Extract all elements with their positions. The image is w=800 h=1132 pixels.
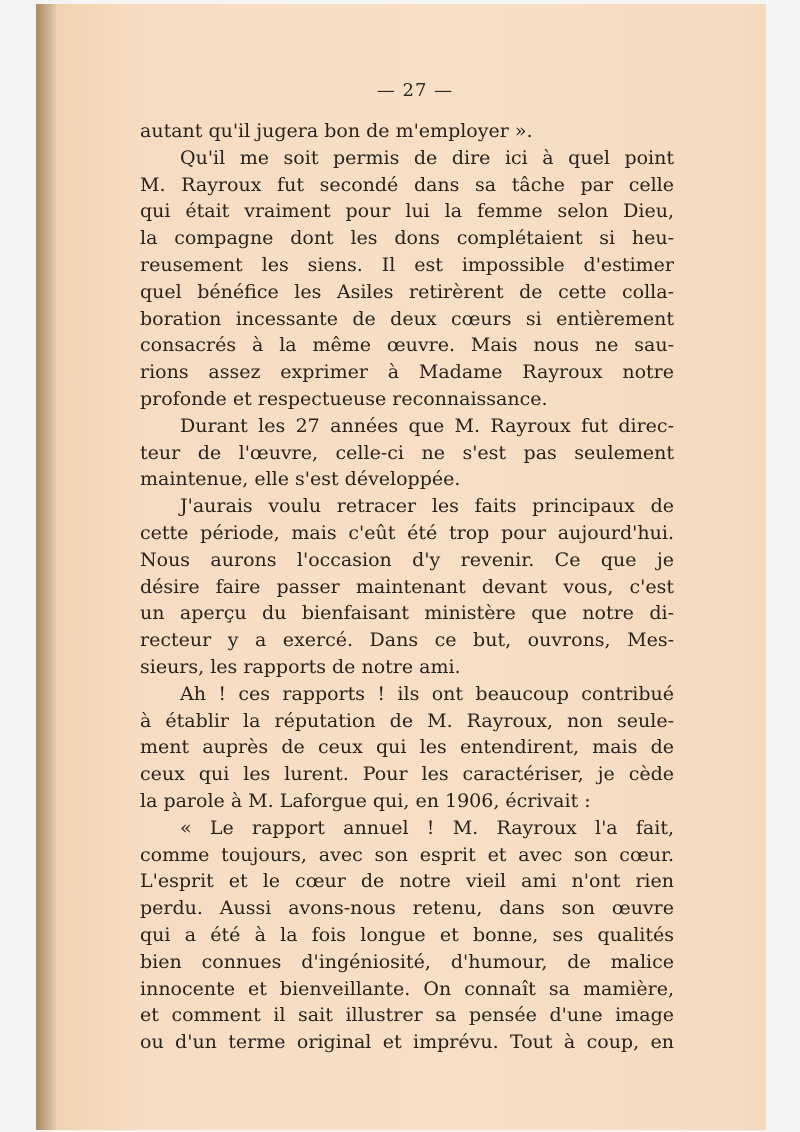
text-line: L'esprit et le cœur de notre vieil ami n'ont rien [140, 870, 674, 893]
text-line: autant qu'il jugera bon de m'employer ». [140, 120, 533, 142]
text-line: recteur y a exercé. Dans ce but, ouvrons, Mes- [140, 629, 674, 652]
text-line: ceux qui les lurent. Pour les caractériser, je cède [140, 763, 674, 786]
book-spine [36, 4, 58, 1130]
text-line: désire faire passer maintenant devant vous, c'est [140, 575, 674, 598]
text-line: ou d'un terme original et imprévu. Tout à coup, en [140, 1031, 674, 1054]
text-line: Nous aurons l'occasion d'y revenir. Ce que je [140, 548, 674, 571]
text-line: à établir la réputation de M. Rayroux, non seule- [140, 709, 674, 732]
text-line: boration incessante de deux cœurs si entièrement [140, 307, 674, 330]
text-line: la parole à M. Laforgue qui, en 1906, écrivait : [140, 789, 591, 812]
text-line: sieurs, les rapports de notre ami. [140, 655, 461, 678]
text-line: J'aurais voulu retracer les faits principaux de [180, 495, 674, 518]
text-line: teur de l'œuvre, celle-ci ne s'est pas seulement [140, 441, 674, 464]
body-text [140, 118, 674, 1056]
text-line: consacrés à la même œuvre. Mais nous ne sau- [140, 334, 674, 357]
text-line: profonde et respectueuse reconnaissance. [140, 387, 548, 410]
text-line: perdu. Aussi avons-nous retenu, dans son œuvre [140, 897, 674, 920]
text-line: la compagne dont les dons complétaient si heu- [140, 227, 674, 250]
text-line: reusement les siens. Il est impossible d'estimer [140, 253, 674, 276]
text-line: « Le rapport annuel ! M. Rayroux l'a fait, [180, 816, 674, 839]
text-line: et comment il sait illustrer sa pensée d'une image [140, 1004, 674, 1027]
text-line: innocente et bienveillante. On connaît sa mamière, [140, 977, 674, 1000]
text-line: cette période, mais c'eût été trop pour aujourd'hui. [140, 521, 674, 544]
text-line: maintenue, elle s'est développée. [140, 468, 461, 491]
text-line: Ah ! ces rapports ! ils ont beaucoup contribué [180, 682, 674, 705]
text-line: un aperçu du bienfaisant ministère que notre di- [140, 602, 674, 625]
text-line: comme toujours, avec son esprit et avec son cœur. [140, 843, 674, 866]
text-line: quel bénéfice les Asiles retirèrent de cette colla- [140, 280, 674, 303]
page-right-margin [766, 4, 800, 1130]
text-line: M. Rayroux fut secondé dans sa tâche par celle [140, 173, 674, 196]
text-line: ment auprès de ceux qui les entendirent, mais de [140, 736, 674, 759]
page-number: — 27 — [376, 80, 454, 101]
text-line: qui a été à la fois longue et bonne, ses qualités [140, 923, 674, 946]
text-line: bien connues d'ingéniosité, d'humour, de malice [140, 950, 674, 973]
text-line: rions assez exprimer à Madame Rayroux notre [140, 361, 674, 384]
text-line: qui était vraiment pour lui la femme selon Dieu, [140, 200, 674, 223]
text-line: Durant les 27 années que M. Rayroux fut direc- [180, 414, 674, 437]
text-line: Qu'il me soit permis de dire ici à quel point [180, 146, 674, 169]
